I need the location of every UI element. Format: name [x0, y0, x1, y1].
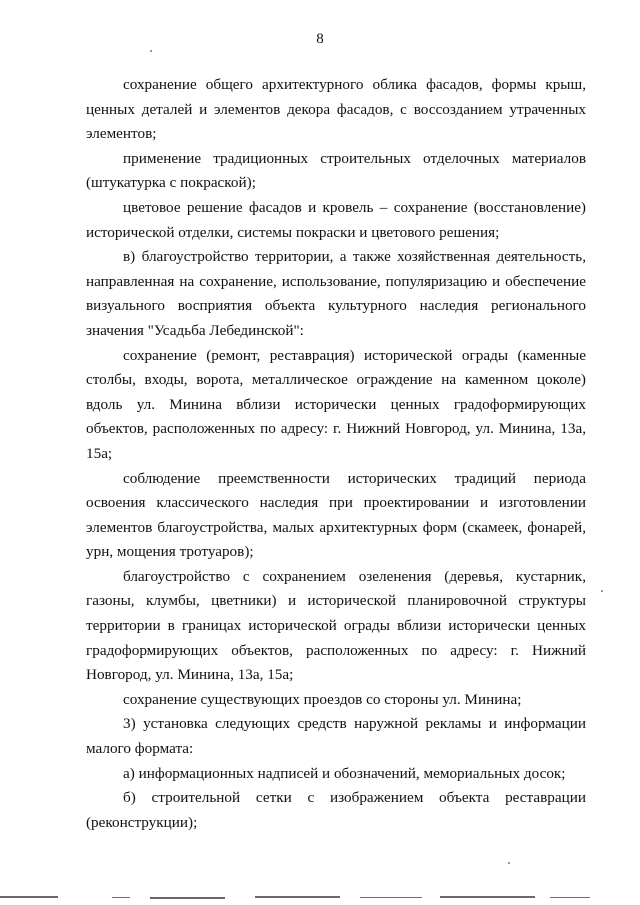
scan-artifact — [440, 896, 535, 898]
paragraph-fence-preservation: сохранение (ремонт, реставрация) исторической ограды (каменные столбы, входы, ворота, металлическое ограждение на каменном цоколе) вдоль ул. Минина вблизи исторически ценных градоформирующих объектов, расположенных по адресу: г. Нижний Новгород, ул. Минина, 13а, 15а; — [86, 346, 586, 462]
paragraph-landscaping: благоустройство с сохранением озеленения (деревья, кустарник, газоны, клумбы, цветники) и исторической планировочной структуры территории в границах исторической ограды вблизи исторически ценных градоформирующих объектов, расположенных по адресу: г. Нижний Новгород, ул. Минина, 13а, 15а; — [86, 567, 586, 684]
scan-artifact — [550, 897, 590, 898]
paragraph-finishing-materials: применение традиционных строительных отделочных материалов (штукатурка с покраской); — [86, 149, 586, 192]
scan-artifact — [112, 897, 130, 898]
paragraph-item-a: а) информационных надписей и обозначений, мемориальных досок; — [123, 764, 566, 782]
paragraph-advertising: 3) установка следующих средств наружной рекламы и информации малого формата: — [86, 715, 586, 758]
paragraph-territory-improvement: в) благоустройство территории, а также хозяйственная деятельность, направленная на сохранение, использование, популяризацию и обеспечение визуального восприятия объекта культурного наследия регионального значения "Усадьба Лебединской": — [86, 248, 586, 339]
scan-artifact — [601, 590, 603, 592]
paragraph-item-b: б) строительной сетки с изображением объекта реставрации (реконструкции); — [86, 789, 586, 831]
paragraph-driveways: сохранение существующих проездов со стороны ул. Минина; — [123, 690, 522, 708]
scan-artifact — [0, 896, 58, 898]
page-number: 8 — [316, 31, 324, 47]
paragraph-facade-preservation: сохранение общего архитектурного облика фасадов, формы крыш, ценных деталей и элементов декора фасадов, с воссозданием утраченных элементов; — [86, 76, 586, 143]
scan-artifact — [150, 897, 225, 899]
scan-artifact — [360, 897, 422, 898]
paragraph-color-solution: цветовое решение фасадов и кровель – сохранение (восстановление) исторической отделки, системы покраски и цветового решения; — [86, 198, 586, 241]
paragraph-traditions-continuity: соблюдение преемственности исторических традиций периода освоения классического наследия при проектировании и изготовлении элементов благоустройства, малых архитектурных форм (скамеек, фонарей, урн, мощения тротуаров); — [86, 469, 586, 561]
scan-artifact — [150, 50, 152, 52]
scan-artifact — [508, 862, 510, 864]
scan-artifact — [255, 896, 340, 898]
body-text — [86, 73, 586, 835]
